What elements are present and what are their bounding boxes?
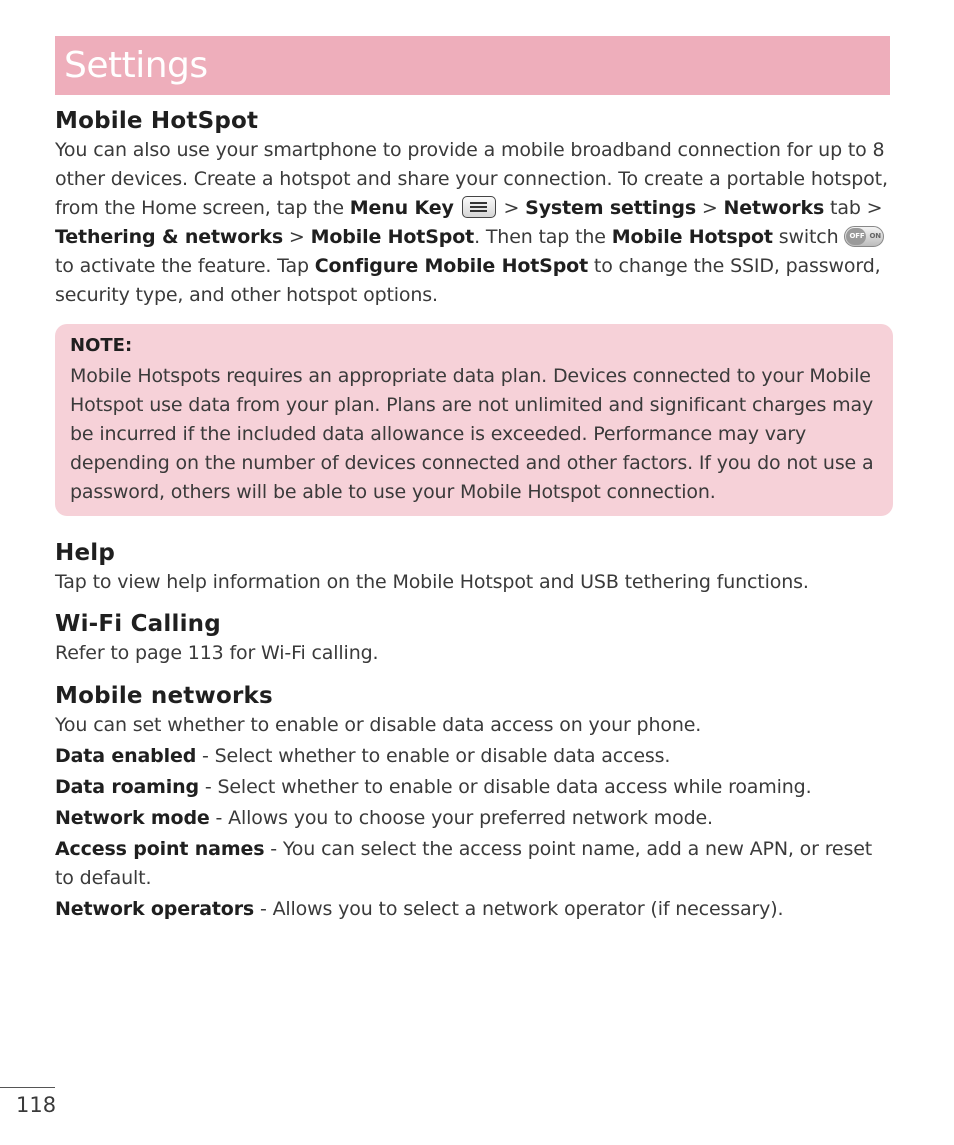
configure-hotspot-term: Configure Mobile HotSpot	[314, 255, 588, 277]
switch-on-label: ON	[869, 232, 881, 240]
menu-key-icon	[462, 196, 496, 218]
page-content	[55, 106, 893, 924]
menu-key-term: Menu Key	[349, 197, 454, 219]
section-heading-help: Help	[55, 540, 115, 566]
list-item-network-mode: Network mode - Allows you to choose your preferred network mode.	[55, 807, 713, 829]
help-paragraph: Tap to view help information on the Mobile Hotspot and USB tethering functions.	[55, 571, 809, 593]
mobile-hotspot-term: Mobile HotSpot	[310, 226, 475, 248]
mobile-hotspot-switch-term: Mobile Hotspot	[611, 226, 773, 248]
page-header	[55, 36, 890, 95]
section-heading-wifi-calling: Wi-Fi Calling	[55, 611, 221, 637]
tethering-networks-term: Tethering & networks	[55, 226, 284, 248]
note-box	[55, 324, 893, 516]
section-heading-mobile-hotspot: Mobile HotSpot	[55, 108, 259, 134]
page-title: Settings	[64, 45, 208, 86]
wifi-calling-paragraph: Refer to page 113 for Wi-Fi calling.	[55, 642, 379, 664]
list-item-access-point-names: Access point names - You can select the access point name, add a new APN, or reset to default.	[55, 838, 873, 889]
page-number-rule	[0, 1087, 55, 1088]
note-title: NOTE:	[70, 335, 133, 356]
networks-term: Networks	[723, 197, 825, 219]
mobile-hotspot-paragraph: You can also use your smartphone to provide a mobile broadband connection for up to 8 other devices. Create a hotspot and share your connection. To create a portable hotspot, from the Home screen, tap the Menu Key > System settings > Networks tab > Tethering & networks > Mobile HotSpot. Then tap the Mobile Hotspot switch OFF ON to activate the feature. Tap Configure Mobile HotSpot to change the SSID, password, security type, and other hotspot options.	[55, 139, 888, 306]
note-body: Mobile Hotspots requires an appropriate data plan. Devices connected to your Mobile Hotspot use data from your plan. Plans are not unlimited and significant charges may be incurred if the included data allowance is exceeded. Performance may vary depending on the number of devices connected and other factors. If you do not use a password, others will be able to use your Mobile Hotspot connection.	[70, 365, 874, 503]
page-number: 118	[16, 1093, 57, 1117]
list-item-data-roaming: Data roaming - Select whether to enable or disable data access while roaming.	[55, 776, 812, 798]
mobile-networks-intro: You can set whether to enable or disable data access on your phone.	[55, 714, 702, 736]
system-settings-term: System settings	[525, 197, 696, 219]
list-item-network-operators: Network operators - Allows you to select a network operator (if necessary).	[55, 898, 784, 920]
list-item-data-enabled: Data enabled - Select whether to enable or disable data access.	[55, 745, 671, 767]
toggle-switch-icon	[844, 226, 884, 247]
section-heading-mobile-networks: Mobile networks	[55, 683, 273, 709]
switch-off-label: OFF	[849, 232, 865, 240]
